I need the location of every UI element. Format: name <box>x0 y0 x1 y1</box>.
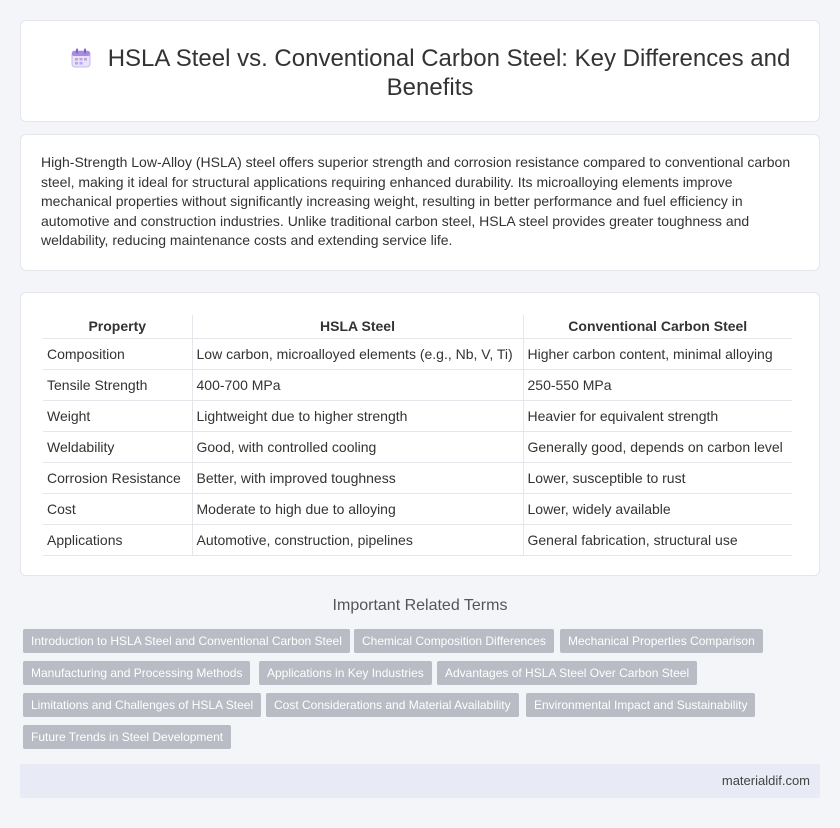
table-row <box>43 369 792 400</box>
page-title-text: HSLA Steel vs. Conventional Carbon Steel: Key Differences and Benefits <box>107 45 791 101</box>
cell-property: Cost <box>43 493 192 524</box>
tag-advantages-hsla[interactable]: Advantages of HSLA Steel Over Carbon Steel <box>437 661 697 685</box>
header-carbon: Conventional Carbon Steel <box>523 315 792 338</box>
cell-hsla: 400-700 MPa <box>192 369 523 400</box>
intro-paragraph: High-Strength Low-Alloy (HSLA) steel offers superior strength and corrosion resistance compared to conventional carbon steel, making it ideal for structural applications requiring enhanced durability. Its microalloying elements improve mechanical properties without significantly increasing weight, resulting in better performance and fuel efficiency in automotive and construction industries. Unlike traditional carbon steel, HSLA steel provides greater toughness and weldability, reducing maintenance costs and extending service life. <box>41 154 791 249</box>
cell-carbon: Generally good, depends on carbon level <box>523 431 792 462</box>
cell-hsla: Good, with controlled cooling <box>192 431 523 462</box>
cell-property: Corrosion Resistance <box>43 462 192 493</box>
comparison-table-card <box>20 292 820 576</box>
footer <box>20 764 820 798</box>
related-terms-title: Important Related Terms <box>332 597 508 614</box>
cell-carbon: Lower, susceptible to rust <box>523 462 792 493</box>
header-hsla: HSLA Steel <box>192 315 523 338</box>
cell-property: Tensile Strength <box>43 369 192 400</box>
header-card <box>20 20 820 122</box>
footer-site[interactable]: materialdif.com <box>721 773 810 788</box>
cell-property: Weldability <box>43 431 192 462</box>
tag-chemical-composition[interactable]: Chemical Composition Differences <box>354 629 554 653</box>
cell-hsla: Lightweight due to higher strength <box>192 400 523 431</box>
cell-carbon: 250-550 MPa <box>523 369 792 400</box>
cell-carbon: General fabrication, structural use <box>523 524 792 555</box>
header-property: Property <box>43 315 192 338</box>
tag-environmental-impact[interactable]: Environmental Impact and Sustainability <box>526 693 755 717</box>
tag-intro-hsla-carbon[interactable]: Introduction to HSLA Steel and Conventional Carbon Steel <box>23 629 350 653</box>
tag-cost-availability[interactable]: Cost Considerations and Material Availability <box>266 693 519 717</box>
cell-hsla: Automotive, construction, pipelines <box>192 524 523 555</box>
cell-property: Composition <box>43 338 192 369</box>
intro-card <box>20 134 820 271</box>
cell-carbon: Lower, widely available <box>523 493 792 524</box>
comparison-table <box>43 315 792 556</box>
table-row <box>43 431 792 462</box>
cell-carbon: Higher carbon content, minimal alloying <box>523 338 792 369</box>
tag-manufacturing-processing[interactable]: Manufacturing and Processing Methods <box>23 661 250 685</box>
tag-applications-industries[interactable]: Applications in Key Industries <box>259 661 432 685</box>
cell-property: Applications <box>43 524 192 555</box>
tag-mechanical-properties[interactable]: Mechanical Properties Comparison <box>560 629 763 653</box>
table-row <box>43 338 792 369</box>
table-row <box>43 493 792 524</box>
table-row <box>43 524 792 555</box>
cell-hsla: Moderate to high due to alloying <box>192 493 523 524</box>
table-row <box>43 462 792 493</box>
cell-property: Weight <box>43 400 192 431</box>
page-title <box>61 44 799 102</box>
table-header-row <box>43 315 792 338</box>
tag-future-trends[interactable]: Future Trends in Steel Development <box>23 725 231 749</box>
tag-limitations-hsla[interactable]: Limitations and Challenges of HSLA Steel <box>23 693 261 717</box>
calendar-icon <box>70 47 92 69</box>
cell-hsla: Better, with improved toughness <box>192 462 523 493</box>
table-row <box>43 400 792 431</box>
title-wrap <box>61 44 799 102</box>
cell-hsla: Low carbon, microalloyed elements (e.g., Nb, V, Ti) <box>192 338 523 369</box>
cell-carbon: Heavier for equivalent strength <box>523 400 792 431</box>
